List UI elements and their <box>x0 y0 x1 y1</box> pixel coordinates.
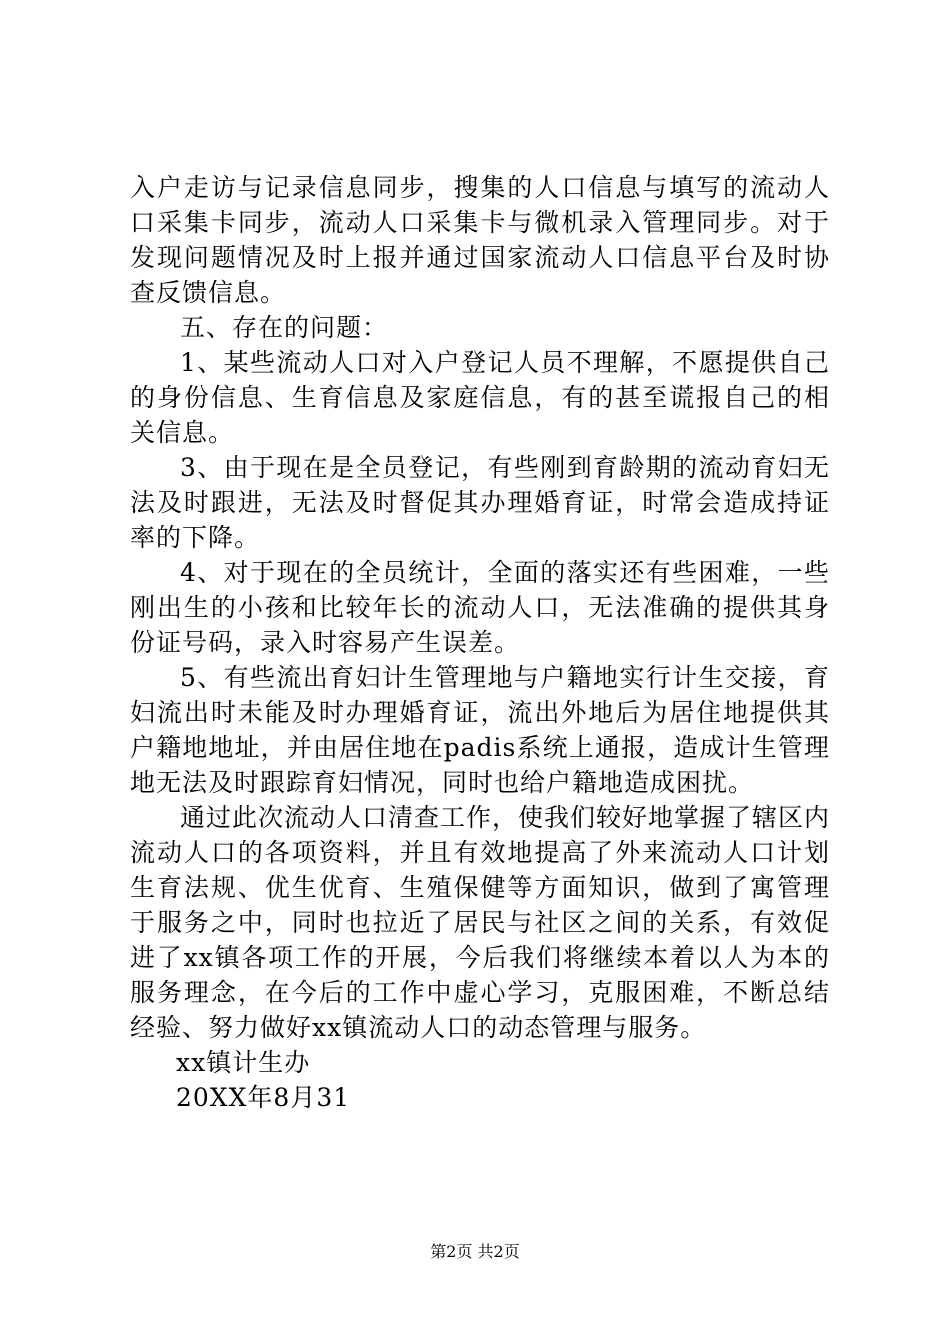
document-body <box>130 170 830 1115</box>
page-number: 第2页 共2页 <box>430 1242 520 1261</box>
page-footer <box>0 1242 950 1262</box>
paragraph-conclusion: 通过此次流动人口清查工作，使我们较好地掌握了辖区内流动人口的各项资料，并且有效地提高了外来流动人口计划生育法规、优生优育、生殖保健等方面知识，做到了寓管理于服务之中，同时也拉近了居民与社区之间的关系，有效促进了xx镇各项工作的开展，今后我们将继续本着以人为本的服务理念，在今后的工作中虚心学习，克服困难，不断总结经验、努力做好xx镇流动人口的动态管理与服务。 <box>130 803 831 1042</box>
paragraph-problem-5: 5、有些流出育妇计生管理地与户籍地实行计生交接，育妇流出时未能及时办理婚育证，流出外地后为居住地提供其户籍地地址，并由居住地在padis系统上通报，造成计生管理地无法及时跟踪育妇情况，同时也给户籍地造成困扰。 <box>130 663 830 797</box>
paragraph-continuation: 入户走访与记录信息同步，搜集的人口信息与填写的流动人口采集卡同步，流动人口采集卡与微机录入管理同步。对于发现问题情况及时上报并通过国家流动人口信息平台及时协查反馈信息。 <box>130 173 830 307</box>
paragraph-problem-3: 3、由于现在是全员登记，有些刚到育龄期的流动育妇无法及时跟进，无法及时督促其办理婚育证，时常会造成持证率的下降。 <box>130 453 830 552</box>
paragraph-problem-4: 4、对于现在的全员统计，全面的落实还有些困难，一些刚出生的小孩和比较年长的流动人口，无法准确的提供其身份证号码，录入时容易产生误差。 <box>130 558 830 657</box>
paragraph-problem-1: 1、某些流动人口对入户登记人员不理解，不愿提供自己的身份信息、生育信息及家庭信息，有的甚至谎报自己的相关信息。 <box>130 348 830 447</box>
signature-date: 20XX年8月31 <box>176 1083 351 1112</box>
signature-office: xx镇计生办 <box>176 1048 311 1077</box>
section-heading-problems: 五、存在的问题： <box>180 313 389 342</box>
